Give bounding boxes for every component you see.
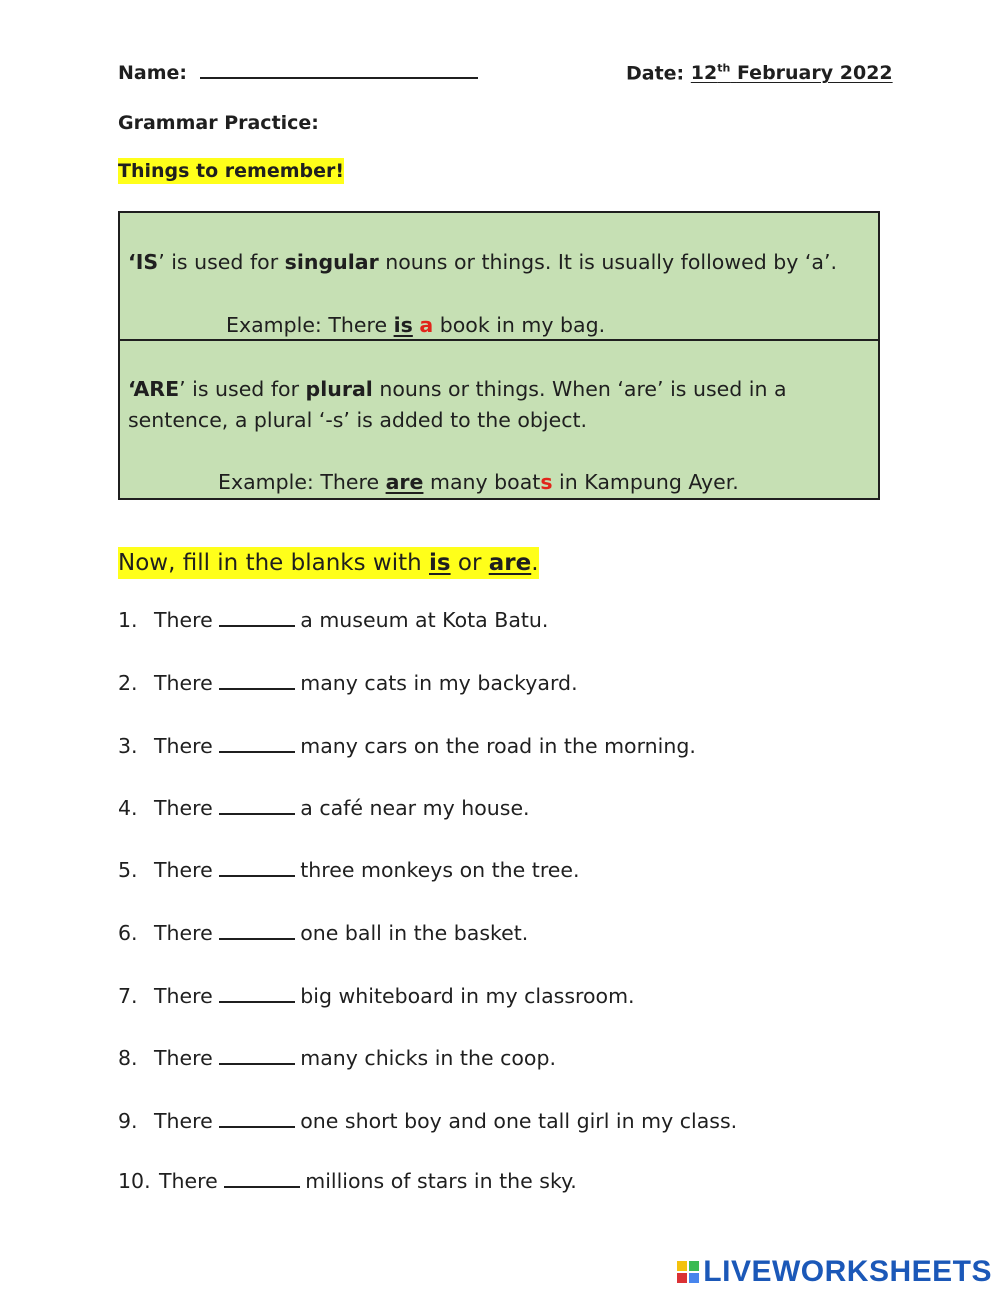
rules-box: [118, 211, 880, 500]
section-title: Grammar Practice:: [118, 112, 319, 134]
question-7: 7. There big whiteboard in my classroom.: [118, 984, 635, 1008]
question-3: 3. There many cars on the road in the morning.: [118, 734, 696, 758]
rule-is-text: ‘IS’ is used for singular nouns or things. It is usually followed by ‘a’.: [128, 250, 838, 274]
answer-blank-2[interactable]: [219, 686, 295, 690]
question-9: 9. There one short boy and one tall girl in my class.: [118, 1109, 738, 1133]
question-6: 6. There one ball in the basket.: [118, 921, 529, 945]
question-10: 10. There millions of stars in the sky.: [118, 1169, 577, 1193]
rule-is: [120, 213, 878, 341]
date-value: 12th February 2022: [690, 62, 893, 85]
answer-blank-6[interactable]: [219, 936, 295, 940]
rule-are: [120, 341, 878, 498]
liveworksheets-logo[interactable]: [677, 1255, 992, 1289]
rule-are-text: ‘ARE’ is used for plural nouns or things. When ‘are’ is used in a sentence, a plural ‘-s’ is added to the object.: [128, 377, 787, 432]
answer-blank-8[interactable]: [219, 1061, 295, 1065]
name-field: [118, 62, 478, 84]
question-5: 5. There three monkeys on the tree.: [118, 858, 580, 882]
logo-square-3: [677, 1273, 687, 1283]
logo-square-1: [677, 1261, 687, 1271]
answer-blank-9[interactable]: [219, 1124, 295, 1128]
remember-title: Things to remember!: [118, 160, 345, 182]
logo-mark-icon: [677, 1261, 699, 1283]
answer-blank-10[interactable]: [224, 1184, 300, 1188]
answer-blank-1[interactable]: [219, 623, 295, 627]
name-label: Name:: [118, 62, 188, 84]
logo-square-2: [689, 1261, 699, 1271]
rule-are-example: Example: There are many boats in Kampung Ayer.: [218, 470, 739, 494]
answer-blank-3[interactable]: [219, 749, 295, 753]
question-1: 1. There a museum at Kota Batu.: [118, 608, 549, 632]
rule-is-example: Example: There is a book in my bag.: [226, 313, 606, 337]
answer-blank-5[interactable]: [219, 873, 295, 877]
instruction: Now, fill in the blanks with is or are.: [118, 550, 539, 576]
question-4: 4. There a café near my house.: [118, 796, 530, 820]
logo-square-4: [689, 1273, 699, 1283]
answer-blank-4[interactable]: [219, 811, 295, 815]
question-2: 2. There many cats in my backyard.: [118, 671, 578, 695]
answer-blank-7[interactable]: [219, 999, 295, 1003]
name-blank[interactable]: [200, 77, 478, 79]
date-label: Date:: [626, 62, 685, 85]
date-field: [626, 62, 893, 84]
question-8: 8. There many chicks in the coop.: [118, 1046, 556, 1070]
logo-text: LIVEWORKSHEETS: [703, 1255, 992, 1288]
